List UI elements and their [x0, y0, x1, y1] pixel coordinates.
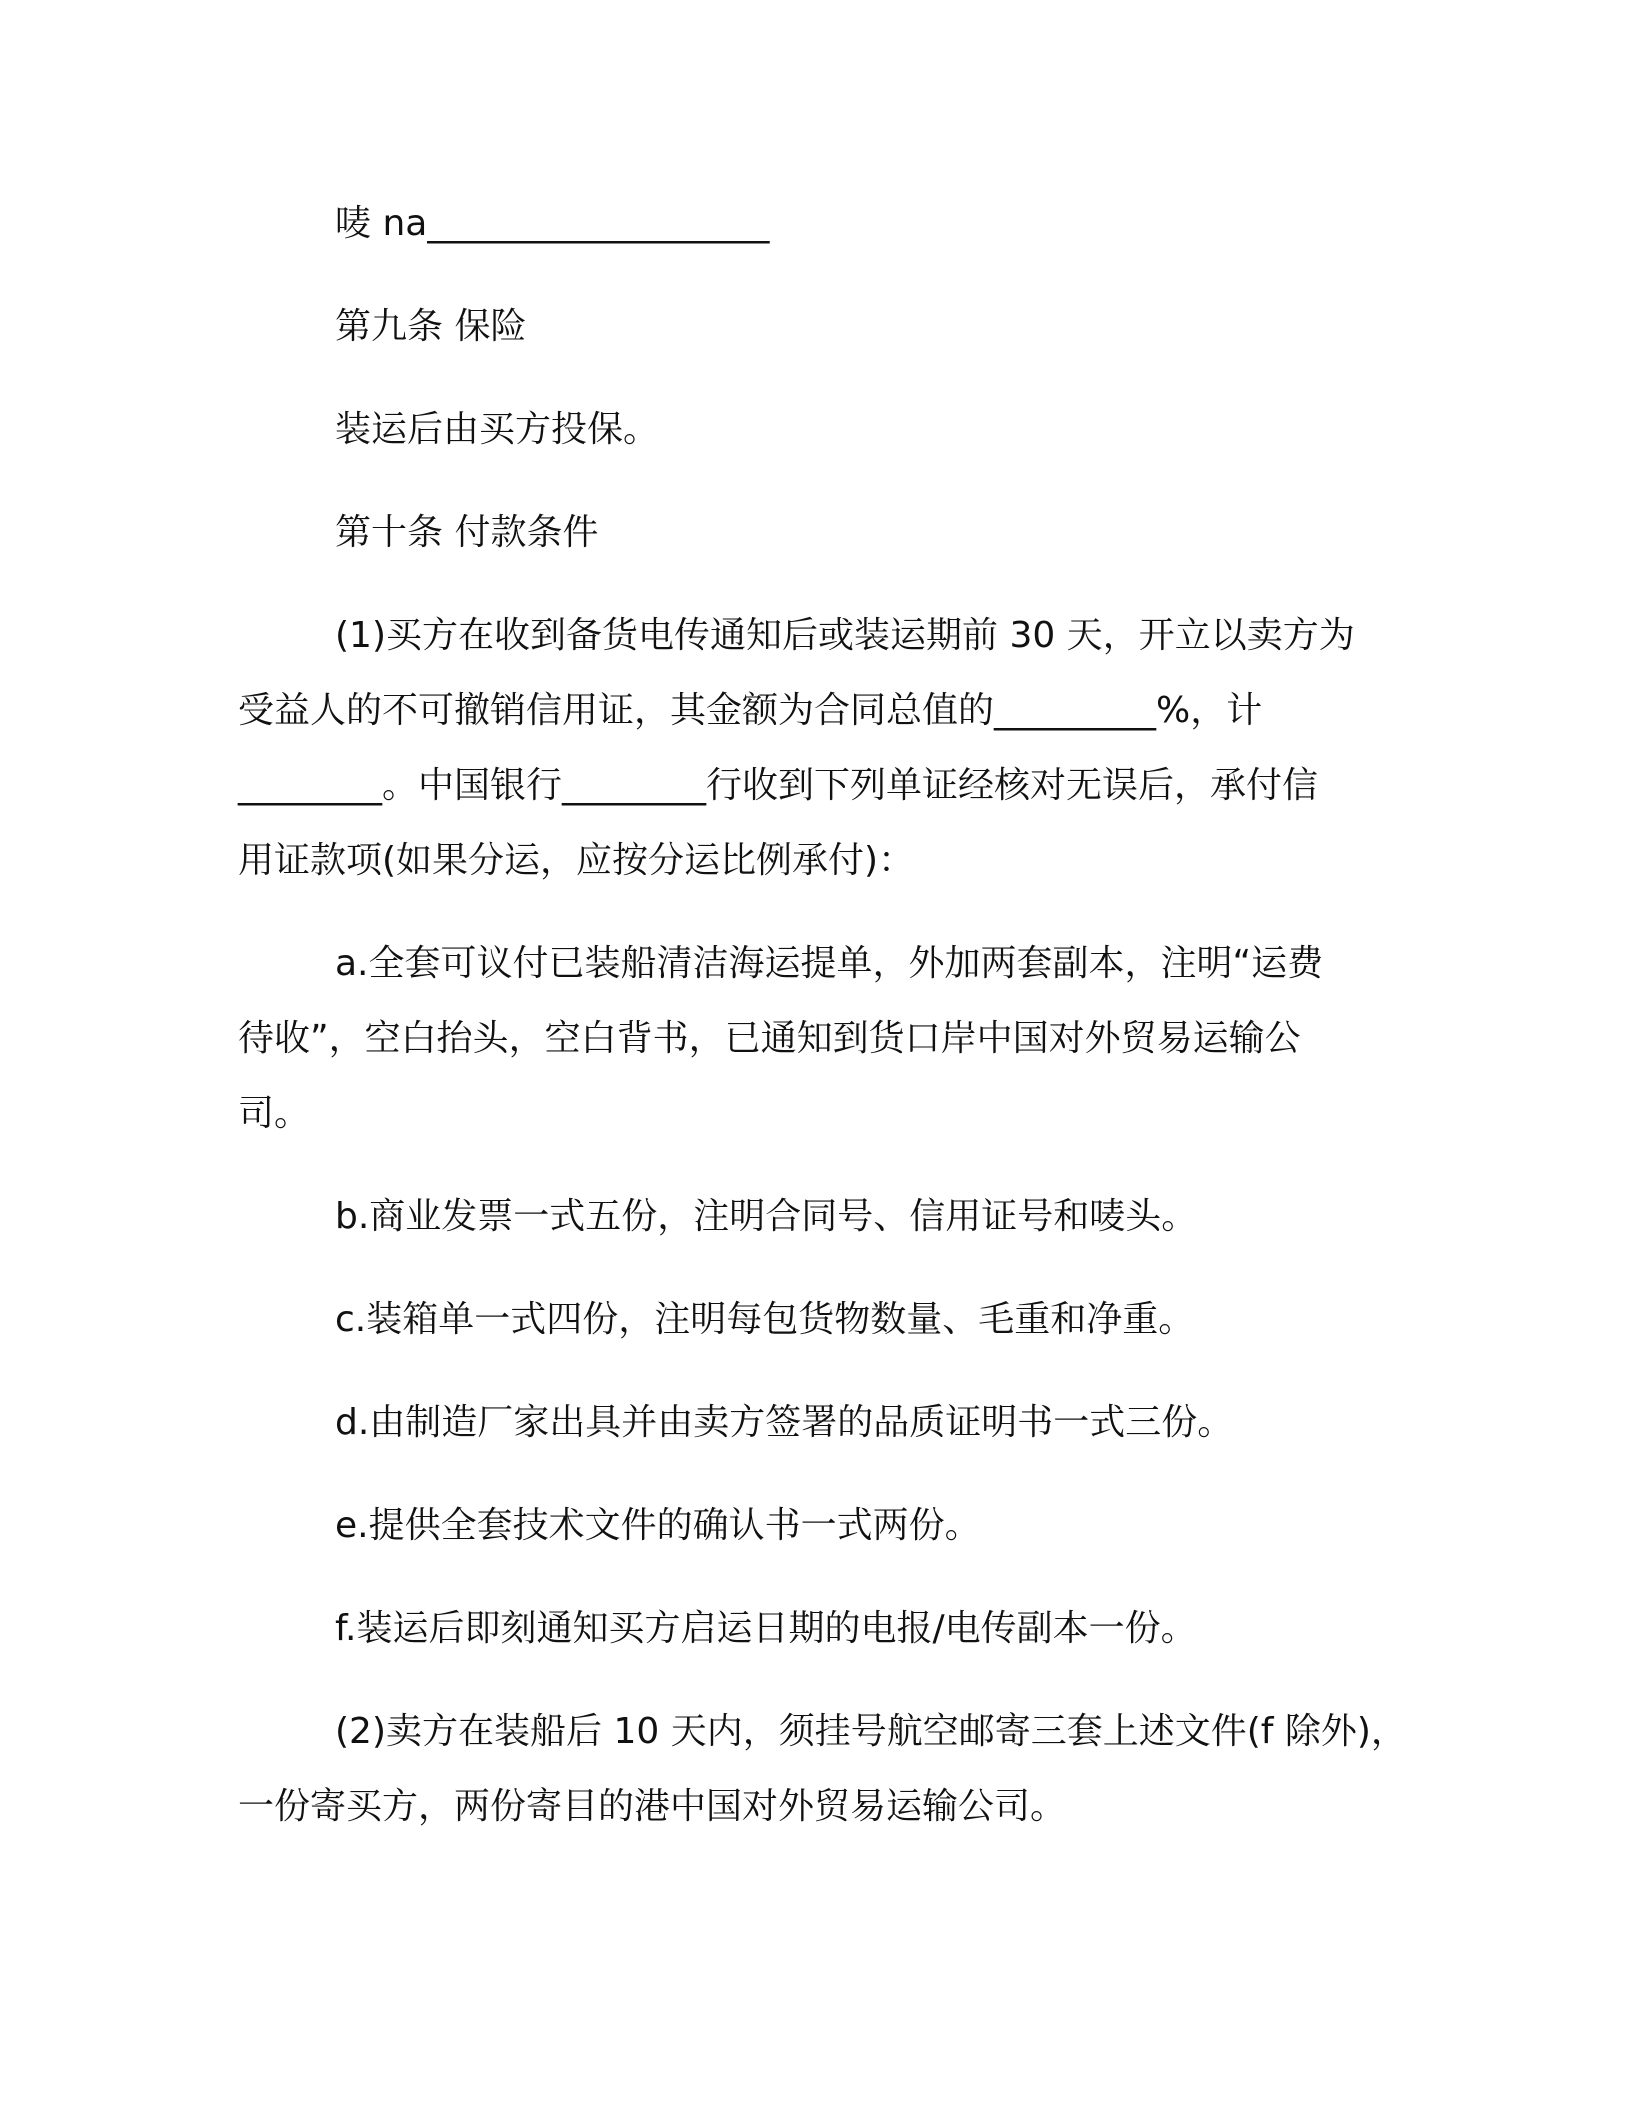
document-item-a [238, 926, 1418, 1151]
article-10-heading: 第十条 付款条件 [335, 512, 599, 553]
payment-clause-2 [238, 1694, 1418, 1844]
document-item-c: c.装箱单一式四份，注明每包货物数量、毛重和净重。 [335, 1299, 1195, 1340]
document-item-a-line: 司。 [238, 1093, 311, 1134]
document-item-a-line: a.全套可议付已装船清洁海运提单，外加两套副本，注明“运费 [335, 943, 1324, 984]
insurance-clause: 装运后由买方投保。 [335, 409, 660, 450]
payment-clause-1-line: 受益人的不可撤销信用证，其金额为合同总值的_________%，计 [238, 690, 1263, 731]
payment-clause-1-line: 用证款项(如果分运，应按分运比例承付)： [238, 840, 915, 881]
document-page [238, 186, 1418, 1844]
payment-clause-2-line: (2)卖方在装船后 10 天内，须挂号航空邮寄三套上述文件(f 除外)， [335, 1711, 1407, 1752]
payment-clause-1-line: (1)买方在收到备货电传通知后或装运期前 30 天，开立以卖方为 [335, 615, 1355, 656]
payment-clause-1-line: ________。中国银行________行收到下列单证经核对无误后，承付信 [238, 765, 1319, 806]
payment-clause-1 [238, 598, 1418, 898]
article-9-heading: 第九条 保险 [335, 306, 527, 347]
shipping-mark-line: 唛 na___________________ [335, 203, 770, 244]
document-item-b: b.商业发票一式五份，注明合同号、信用证号和唛头。 [335, 1196, 1198, 1237]
document-item-f: f.装运后即刻通知买方启运日期的电报/电传副本一份。 [335, 1608, 1197, 1649]
payment-clause-2-line: 一份寄买方，两份寄目的港中国对外贸易运输公司。 [238, 1786, 1067, 1827]
document-item-d: d.由制造厂家出具并由卖方签署的品质证明书一式三份。 [335, 1402, 1234, 1443]
document-item-a-line: 待收”，空白抬头，空白背书，已通知到货口岸中国对外贸易运输公 [238, 1018, 1301, 1059]
document-item-e: e.提供全套技术文件的确认书一式两份。 [335, 1505, 981, 1546]
